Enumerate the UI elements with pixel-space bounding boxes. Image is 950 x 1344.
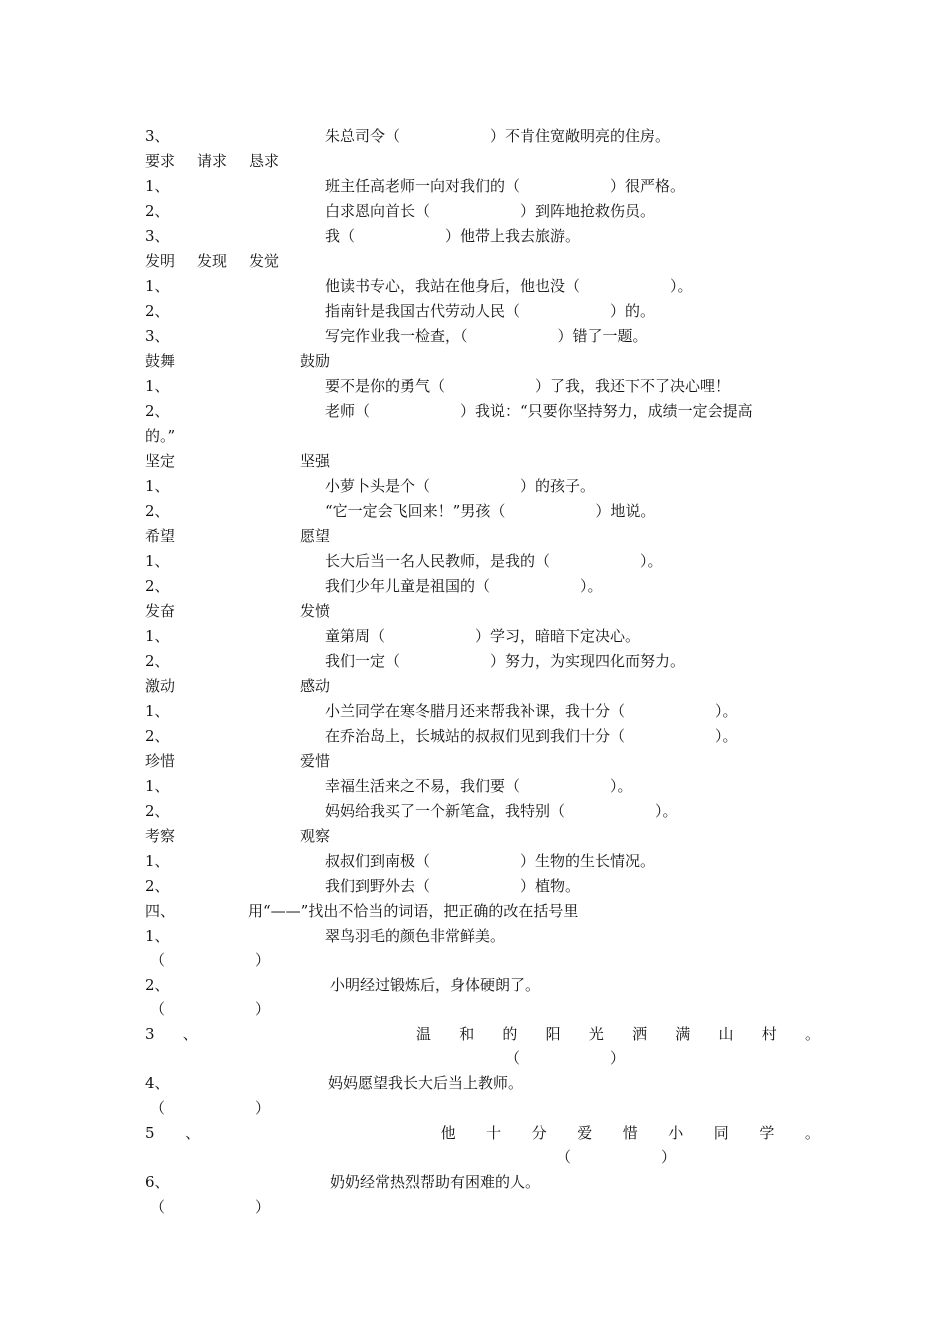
item-number: 1、 bbox=[145, 177, 170, 195]
item-number: 2、 bbox=[145, 976, 170, 994]
sentence: 幸福生活来之不易，我们要（ ）。 bbox=[325, 777, 633, 795]
sentence: 我们少年儿童是祖国的（ ）。 bbox=[325, 577, 603, 595]
word-group-heading-right: 观察 bbox=[300, 827, 331, 845]
item-number: 1、 bbox=[145, 852, 170, 870]
sentence: 指南针是我国古代劳动人民（ ）的。 bbox=[325, 302, 656, 320]
word-group-heading-left: 发奋 bbox=[145, 602, 176, 620]
section-number: 四、 bbox=[145, 902, 176, 920]
answer-parentheses: （ ） bbox=[150, 1099, 271, 1117]
sentence: 长大后当一名人民教师，是我的（ ）。 bbox=[325, 552, 663, 570]
sentence: 妈妈愿望我长大后当上教师。 bbox=[328, 1074, 524, 1092]
sentence: 小萝卜头是个（ ）的孩子。 bbox=[325, 477, 596, 495]
item-number: 1、 bbox=[145, 277, 170, 295]
word-group-heading-right: 愿望 bbox=[300, 527, 331, 545]
answer-parentheses: （ ） bbox=[505, 1049, 626, 1067]
sentence: 小明经过锻炼后，身体硬朗了。 bbox=[330, 976, 541, 994]
sentence: 老师（ ）我说：“只要你坚持努力，成绩一定会提高 bbox=[325, 402, 753, 420]
sentence: 翠鸟羽毛的颜色非常鲜美。 bbox=[325, 927, 506, 945]
item-number: 4、 bbox=[145, 1074, 170, 1092]
sentence: 写完作业我一检查，（ ）错了一题。 bbox=[325, 327, 648, 345]
item-number: 1、 bbox=[145, 927, 170, 945]
answer-parentheses: （ ） bbox=[150, 1198, 271, 1216]
sentence: 他读书专心，我站在他身后，他也没（ ）。 bbox=[325, 277, 693, 295]
word-group-heading-right: 坚强 bbox=[300, 452, 331, 470]
item-number: 3、 bbox=[145, 127, 170, 145]
item-number: 1、 bbox=[145, 377, 170, 395]
word-group-heading: 发明 发现 发觉 bbox=[145, 252, 280, 270]
sentence: 朱总司令（ ）不肯住宽敞明亮的住房。 bbox=[325, 127, 671, 145]
word-group-heading-right: 鼓励 bbox=[300, 352, 331, 370]
sentence: 叔叔们到南极（ ）生物的生长情况。 bbox=[325, 852, 656, 870]
word-group-heading: 要求 请求 恳求 bbox=[145, 152, 280, 170]
word-group-heading-right: 发愤 bbox=[300, 602, 331, 620]
sentence: 要不是你的勇气（ ）了我，我还下不了决心哩！ bbox=[325, 377, 731, 395]
word-group-heading-right: 感动 bbox=[300, 677, 331, 695]
word-group-heading-left: 考察 bbox=[145, 827, 176, 845]
item-number: 2、 bbox=[145, 877, 170, 895]
item-number: 2、 bbox=[145, 402, 170, 420]
sentence: 童第周（ ）学习，暗暗下定决心。 bbox=[325, 627, 641, 645]
sentence: 在乔治岛上，长城站的叔叔们见到我们十分（ ）。 bbox=[325, 727, 738, 745]
justified-sentence: 3 、 温 和 的 阳 光 洒 满 山 村 。 bbox=[145, 1025, 820, 1043]
item-number: 2、 bbox=[145, 202, 170, 220]
item-number: 1、 bbox=[145, 552, 170, 570]
word-group-heading-left: 激动 bbox=[145, 677, 176, 695]
sentence: 我们一定（ ）努力，为实现四化而努力。 bbox=[325, 652, 686, 670]
sentence: 小兰同学在寒冬腊月还来帮我补课，我十分（ ）。 bbox=[325, 702, 738, 720]
sentence: 白求恩向首长（ ）到阵地抢救伤员。 bbox=[325, 202, 656, 220]
item-number: 3、 bbox=[145, 227, 170, 245]
sentence: 奶奶经常热烈帮助有困难的人。 bbox=[330, 1173, 541, 1191]
sentence: “它一定会飞回来！”男孩（ ）地说。 bbox=[325, 502, 656, 520]
item-number: 2、 bbox=[145, 502, 170, 520]
item-number: 1、 bbox=[145, 777, 170, 795]
answer-parentheses: （ ） bbox=[150, 1000, 271, 1018]
item-number: 2、 bbox=[145, 727, 170, 745]
word-group-heading-left: 坚定 bbox=[145, 452, 176, 470]
answer-parentheses: （ ） bbox=[150, 951, 271, 969]
sentence-continuation: 的。” bbox=[145, 427, 176, 445]
item-number: 3、 bbox=[145, 327, 170, 345]
answer-parentheses: （ ） bbox=[556, 1148, 677, 1166]
item-number: 1、 bbox=[145, 477, 170, 495]
word-group-heading-left: 珍惜 bbox=[145, 752, 176, 770]
item-number: 1、 bbox=[145, 702, 170, 720]
justified-sentence: 5 、 他 十 分 爱 惜 小 同 学 。 bbox=[145, 1124, 820, 1142]
item-number: 2、 bbox=[145, 577, 170, 595]
word-group-heading-left: 希望 bbox=[145, 527, 176, 545]
item-number: 6、 bbox=[145, 1173, 170, 1191]
item-number: 2、 bbox=[145, 302, 170, 320]
sentence: 我们到野外去（ ）植物。 bbox=[325, 877, 581, 895]
sentence: 我（ ）他带上我去旅游。 bbox=[325, 227, 581, 245]
section-instruction: 用“——”找出不恰当的词语，把正确的改在括号里 bbox=[248, 902, 579, 920]
item-number: 2、 bbox=[145, 652, 170, 670]
item-number: 2、 bbox=[145, 802, 170, 820]
word-group-heading-left: 鼓舞 bbox=[145, 352, 176, 370]
sentence: 班主任高老师一向对我们的（ ）很严格。 bbox=[325, 177, 686, 195]
sentence: 妈妈给我买了一个新笔盒，我特别（ ）。 bbox=[325, 802, 678, 820]
word-group-heading-right: 爱惜 bbox=[300, 752, 331, 770]
item-number: 1、 bbox=[145, 627, 170, 645]
